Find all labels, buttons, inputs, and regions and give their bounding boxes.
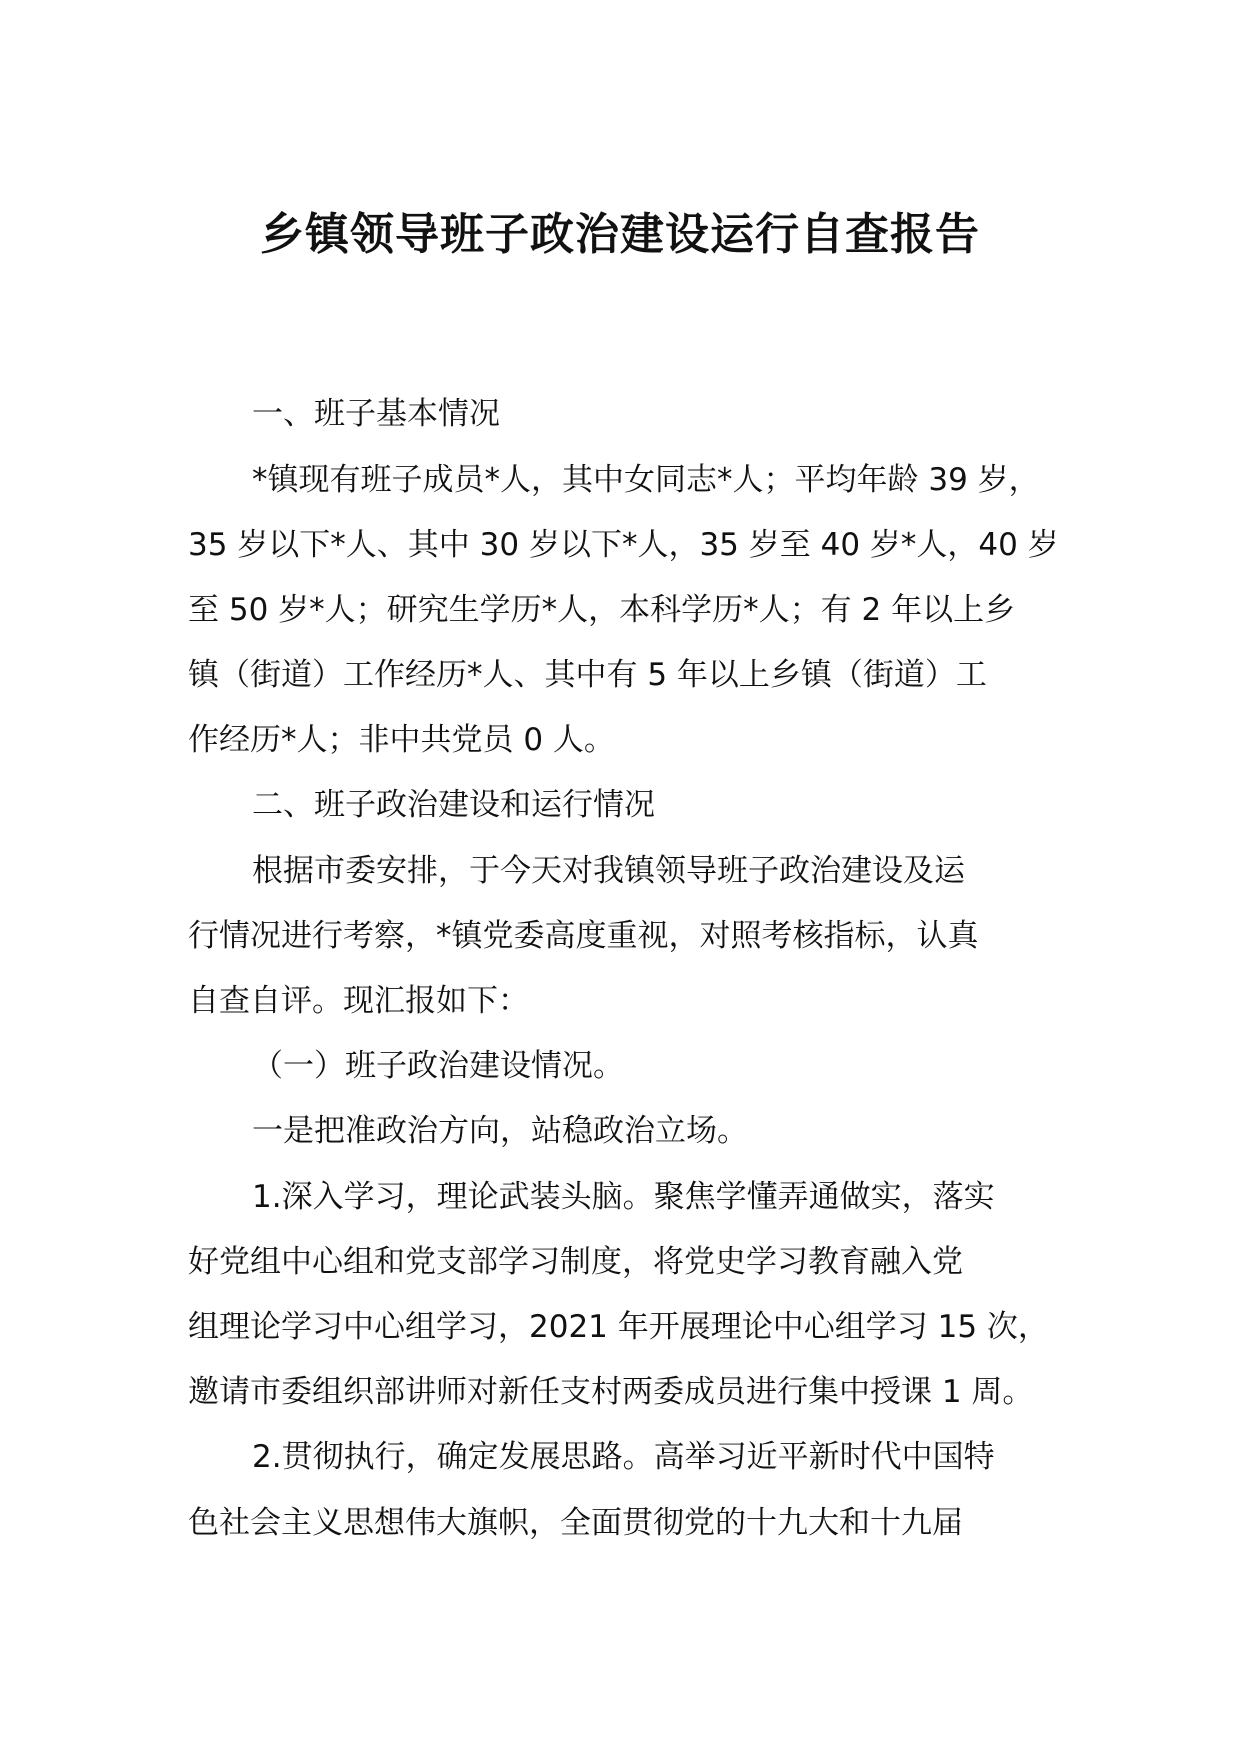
paragraph-line: 2.贯彻执行，确定发展思路。高举习近平新时代中国特 xyxy=(252,1439,995,1475)
document-title: 乡镇领导班子政治建设运行自查报告 xyxy=(260,209,980,260)
subsection-heading: （一）班子政治建设情况。 xyxy=(252,1048,624,1084)
paragraph-line: 根据市委安排，于今天对我镇领导班子政治建设及运 xyxy=(252,853,965,889)
paragraph-line: 一是把准政治方向，站稳政治立场。 xyxy=(252,1113,748,1149)
paragraph-line: 镇（街道）工作经历*人、其中有 5 年以上乡镇（街道）工 xyxy=(188,657,987,693)
paragraph-line: 作经历*人；非中共党员 0 人。 xyxy=(188,722,615,758)
paragraph-line: 组理论学习中心组学习，2021 年开展理论中心组学习 15 次， xyxy=(188,1309,1049,1345)
section-heading-political-building: 二、班子政治建设和运行情况 xyxy=(252,787,655,823)
paragraph-line: *镇现有班子成员*人，其中女同志*人；平均年龄 39 岁， xyxy=(252,462,1040,498)
paragraph-line: 行情况进行考察，*镇党委高度重视，对照考核指标，认真 xyxy=(188,918,979,954)
paragraph-line: 邀请市委组织部讲师对新任支村两委成员进行集中授课 1 周。 xyxy=(188,1374,1034,1410)
paragraph-line: 色社会主义思想伟大旗帜，全面贯彻党的十九大和十九届 xyxy=(188,1505,963,1541)
paragraph-line: 好党组中心组和党支部学习制度，将党史学习教育融入党 xyxy=(188,1244,963,1280)
paragraph-line: 自查自评。现汇报如下： xyxy=(188,983,529,1019)
section-heading-basic-info: 一、班子基本情况 xyxy=(252,396,500,432)
paragraph-line: 1.深入学习，理论武装头脑。聚焦学懂弄通做实，落实 xyxy=(252,1179,995,1215)
paragraph-line: 35 岁以下*人、其中 30 岁以下*人，35 岁至 40 岁*人，40 岁 xyxy=(188,527,1059,563)
paragraph-line: 至 50 岁*人；研究生学历*人，本科学历*人；有 2 年以上乡 xyxy=(188,592,1016,628)
